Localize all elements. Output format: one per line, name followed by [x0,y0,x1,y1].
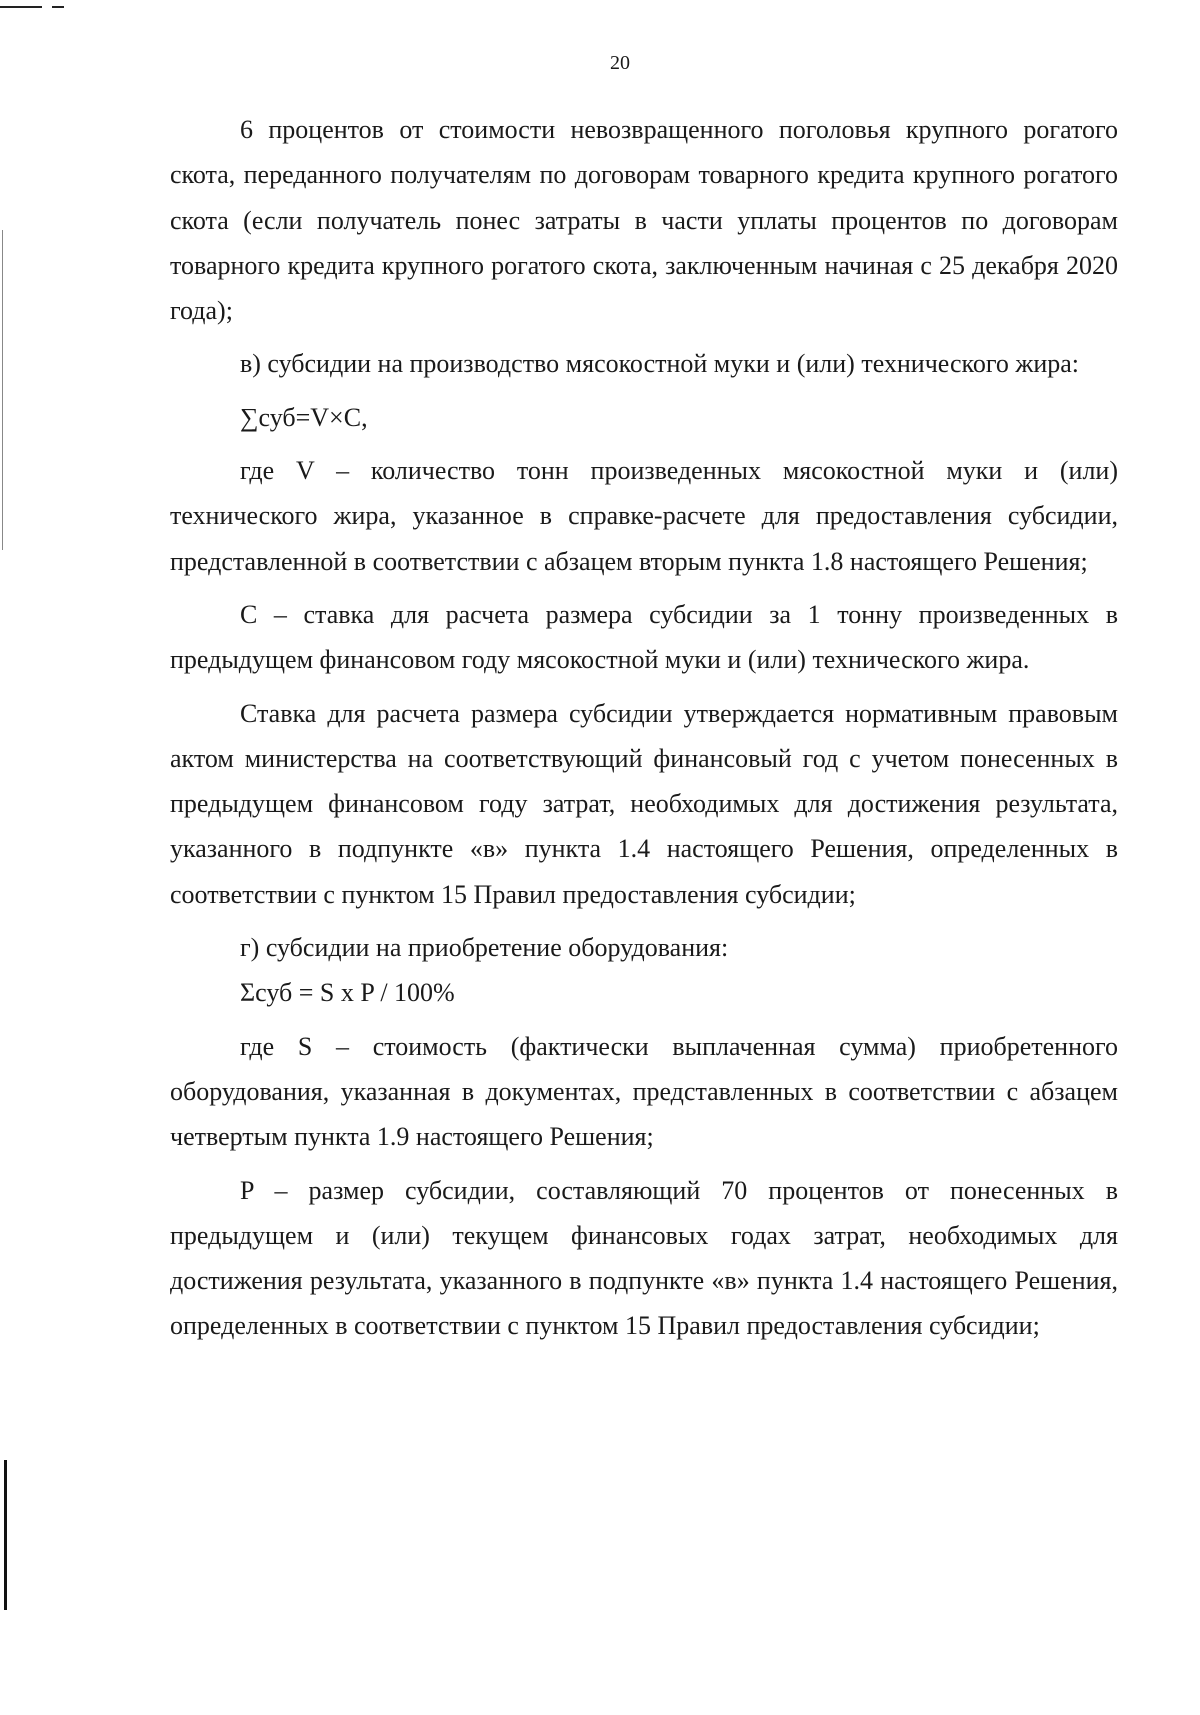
paragraph-definition-p: P – размер субсидии, составляющий 70 процентов от понесенных в предыдущем и (или) текущем финансовых годах затрат, необходимых для достижения результата, указанного в подпункте «в» пункта 1.4 настоящего Решения, определенных в соответствии с пунктом 15 Правил предоставления субсидии; [170,1175,1118,1341]
paragraph-definition-s: где S – стоимость (фактически выплаченная сумма) приобретенного оборудования, указанная в документах, представленных в соответствии с абзацем четвертым пункта 1.9 настоящего Решения; [170,1031,1118,1152]
document-body [170,107,1118,1349]
paragraph-item-g: г) субсидии на приобретение оборудования: [240,933,729,963]
formula-v: ∑суб=V×C, [240,402,368,432]
scan-artifact [0,6,42,8]
scan-artifact [2,230,3,550]
scan-artifact [4,1460,7,1610]
paragraph-definition-v: где V – количество тонн произведенных мясокостной муки и (или) технического жира, указанное в справке-расчете для предоставления субсидии, представленной в соответствии с абзацем вторым пункта 1.8 настоящего Решения; [170,456,1118,576]
formula-g: Σсуб = S x P / 100% [240,978,455,1008]
scan-artifact [52,6,64,8]
paragraph-rate: Ставка для расчета размера субсидии утверждается нормативным правовым актом министерства на соответствующий финансовый год с учетом понесенных в предыдущем финансовом году затрат, необходимых для достижения результата, указанного в подпункте «в» пункта 1.4 настоящего Решения, определенных в соответствии с пунктом 15 Правил предоставления субсидии; [170,698,1118,909]
paragraph-definition-c: C – ставка для расчета размера субсидии за 1 тонну произведенных в предыдущем финансовом году мясокостной муки и (или) технического жира. [170,599,1118,675]
paragraph-continuation: 6 процентов от стоимости невозвращенного поголовья крупного рогатого скота, переданного получателям по договорам товарного кредита крупного рогатого скота (если получатель понес затраты в части уплаты процентов по договорам товарного кредита крупного рогатого скота, заключенным начиная с 25 декабря 2020 года); [170,115,1118,326]
page-number: 20 [610,52,630,74]
paragraph-item-v: в) субсидии на производство мясокостной муки и (или) технического жира: [240,349,1079,379]
